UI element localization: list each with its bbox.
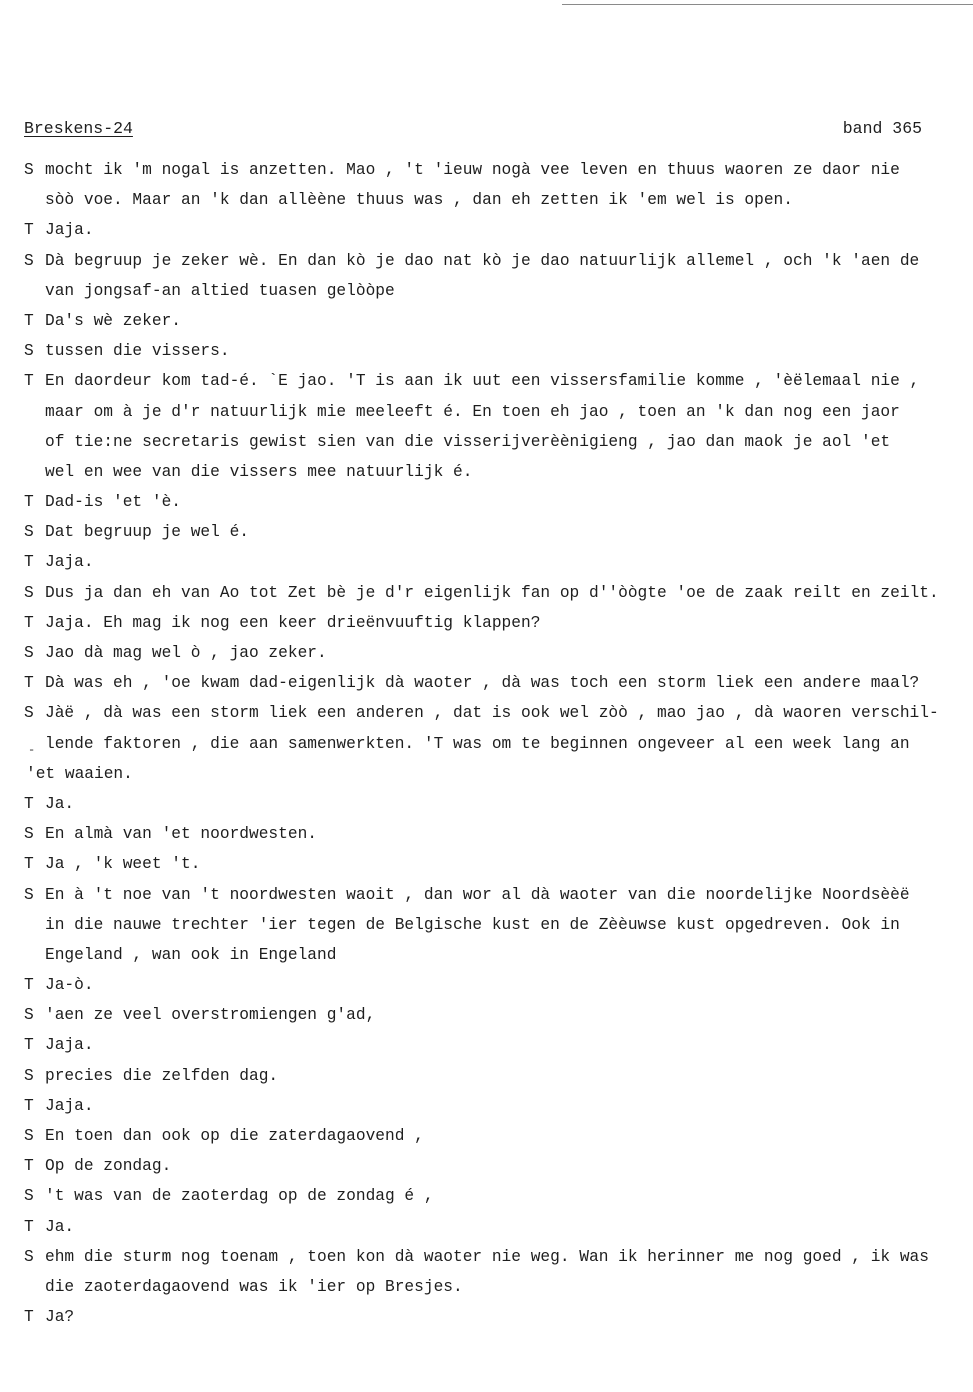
transcript-body: [24, 155, 969, 1332]
utterance-text: 'et waaien.: [26, 764, 133, 783]
speaker-label: T: [24, 613, 34, 632]
speaker-label: T: [24, 221, 34, 240]
speaker-label: S: [24, 523, 34, 542]
utterance-text: En daordeur kom tad-é. `E jao. 'T is aan ik uut een vissersfamilie komme , 'èëlemaal nie ,: [45, 372, 920, 391]
transcript-line: [24, 849, 969, 879]
speaker-label: T: [24, 1217, 34, 1236]
utterance-text: Jao dà mag wel ò , jao zeker.: [45, 644, 327, 662]
tape-number: band 365: [842, 119, 922, 138]
speaker-label: T: [24, 1308, 34, 1327]
transcript-line: [24, 638, 969, 668]
utterance-text: Dà was eh , 'oe kwam dad-eigenlijk dà waoter , dà was toch een storm liek een andere maal?: [45, 674, 920, 693]
transcript-line: [24, 729, 969, 759]
utterance-text: Ja?: [45, 1308, 75, 1327]
transcript-line: [24, 1151, 969, 1181]
speaker-label: T: [24, 372, 34, 391]
transcript-line: [24, 940, 969, 970]
transcript-line: [24, 698, 969, 728]
speaker-label: S: [24, 342, 34, 361]
utterance-text: Jaja. Eh mag ik nog een keer drieënvuuftig klappen?: [45, 613, 541, 632]
speaker-label: T: [24, 855, 34, 874]
transcript-line: [24, 1242, 969, 1272]
speaker-label: T: [24, 553, 34, 572]
transcript-line: [24, 185, 969, 215]
transcript-line: [24, 1061, 969, 1091]
transcript-line: [24, 819, 969, 849]
utterance-text: Op de zondag.: [45, 1157, 172, 1176]
utterance-text: Jàë , dà was een storm liek een anderen , dat is ook wel zòò , mao jao , dà waoren verschil-: [45, 704, 939, 723]
speaker-label: S: [24, 825, 34, 844]
transcript-line: [24, 276, 969, 306]
speaker-label: S: [24, 251, 34, 270]
utterance-text: wel en wee van die vissers mee natuurlijk é.: [45, 462, 473, 481]
transcript-line: [24, 457, 969, 487]
speaker-label: S: [24, 885, 34, 904]
transcript-line: [24, 1212, 969, 1242]
speaker-label: S: [24, 704, 34, 723]
top-rule: [562, 4, 973, 5]
utterance-text: 't was van de zaoterdag op de zondag é ,: [45, 1187, 434, 1206]
transcript-line: [24, 1030, 969, 1060]
transcript-line: [24, 1121, 969, 1151]
utterance-text: mocht ik 'm nogal is anzetten. Mao , 't 'ieuw nogà vee leven en thuus waoren ze daor nie: [45, 161, 900, 179]
speaker-label: T: [24, 976, 34, 995]
utterance-text: Jaja.: [45, 1096, 94, 1115]
utterance-text: Dus ja dan eh van Ao tot Zet bè je d'r eigenlijk fan op d''òògte 'oe de zaak reilt en zeilt.: [45, 583, 939, 602]
transcript-line: [24, 306, 969, 336]
utterance-text: En toen dan ook op die zaterdagaovend ,: [45, 1127, 424, 1145]
utterance-text: sòò voe. Maar an 'k dan allèène thuus was , dan eh zetten ik 'em wel is open.: [45, 191, 793, 210]
transcript-line: [24, 1091, 969, 1121]
transcript-line: [24, 668, 969, 698]
utterance-text: 'aen ze veel overstromiengen g'ad,: [45, 1006, 376, 1025]
transcript-line: [24, 487, 969, 517]
transcript-line: [24, 366, 969, 396]
transcript-line: [24, 397, 969, 427]
utterance-text: van jongsaf-an altied tuasen gelòòpe: [45, 281, 395, 300]
utterance-text: Ja.: [45, 794, 75, 813]
utterance-text: Da's wè zeker.: [45, 311, 181, 330]
speaker-label: S: [24, 583, 34, 602]
margin-mark: -: [28, 743, 36, 757]
utterance-text: Jaja.: [45, 553, 94, 572]
transcript-line: [24, 155, 969, 185]
speaker-label: S: [24, 1247, 34, 1266]
utterance-text: Ja-ò.: [45, 976, 94, 995]
utterance-text: die zaoterdagaovend was ik 'ier op Bresjes.: [45, 1277, 463, 1296]
utterance-text: Dat begruup je wel é.: [45, 523, 249, 542]
utterance-text: Jaja.: [45, 221, 94, 240]
utterance-text: tussen die vissers.: [45, 342, 230, 361]
utterance-text: Dad-is 'et 'è.: [45, 493, 181, 512]
transcript-line: [24, 578, 969, 608]
utterance-text: precies die zelfden dag.: [45, 1066, 279, 1085]
speaker-label: T: [24, 493, 34, 512]
transcript-line: [24, 759, 969, 789]
transcript-line: [24, 215, 969, 245]
speaker-label: S: [24, 1066, 34, 1085]
speaker-label: S: [24, 644, 34, 662]
utterance-text: En almà van 'et noordwesten.: [45, 825, 317, 844]
utterance-text: of tie:ne secretaris gewist sien van die visserijverèènigieng , jao dan maok je aol 'et: [45, 432, 891, 451]
transcript-line: [24, 517, 969, 547]
page-header: [24, 117, 922, 141]
utterance-text: Jaja.: [45, 1036, 94, 1055]
utterance-text: in die nauwe trechter 'ier tegen de Belgische kust en de Zèèuwse kust opgedreven. Ook in: [45, 915, 900, 934]
utterance-text: lende faktoren , die aan samenwerkten. 'T was om te beginnen ongeveer al een week lang an: [45, 734, 910, 753]
utterance-text: ehm die sturm nog toenam , toen kon dà waoter nie weg. Wan ik herinner me nog goed , ik was: [45, 1247, 929, 1266]
utterance-text: maar om à je d'r natuurlijk mie meeleeft é. En toen eh jao , toen an 'k dan nog een jaor: [45, 402, 900, 421]
transcript-line: [24, 1302, 969, 1332]
transcript-line: [24, 1181, 969, 1211]
transcript-line: [24, 880, 969, 910]
speaker-label: T: [24, 1157, 34, 1176]
transcript-line: [24, 246, 969, 276]
utterance-text: Dà begruup je zeker wè. En dan kò je dao nat kò je dao natuurlijk allemel , och 'k 'aen de: [45, 251, 920, 270]
transcript-line: [24, 427, 969, 457]
transcript-line: [24, 910, 969, 940]
speaker-label: S: [24, 1187, 34, 1206]
speaker-label: S: [24, 1006, 34, 1025]
speaker-label: S: [24, 1127, 34, 1145]
utterance-text: Ja.: [45, 1217, 75, 1236]
utterance-text: En à 't noe van 't noordwesten waoit , dan wor al dà waoter van die noordelijke Noordsèèë: [45, 885, 910, 904]
speaker-label: T: [24, 311, 34, 330]
utterance-text: Engeland , wan ook in Engeland: [45, 945, 337, 964]
utterance-text: Ja , 'k weet 't.: [45, 855, 201, 874]
document-id: Breskens-24: [24, 119, 133, 138]
transcript-line: [24, 336, 969, 366]
transcript-line: [24, 608, 969, 638]
transcript-line: [24, 1272, 969, 1302]
transcript-line: [24, 970, 969, 1000]
speaker-label: T: [24, 1096, 34, 1115]
speaker-label: T: [24, 674, 34, 693]
speaker-label: T: [24, 794, 34, 813]
transcript-line: [24, 1000, 969, 1030]
transcript-line: [24, 547, 969, 577]
transcript-line: [24, 789, 969, 819]
speaker-label: S: [24, 161, 34, 179]
speaker-label: T: [24, 1036, 34, 1055]
